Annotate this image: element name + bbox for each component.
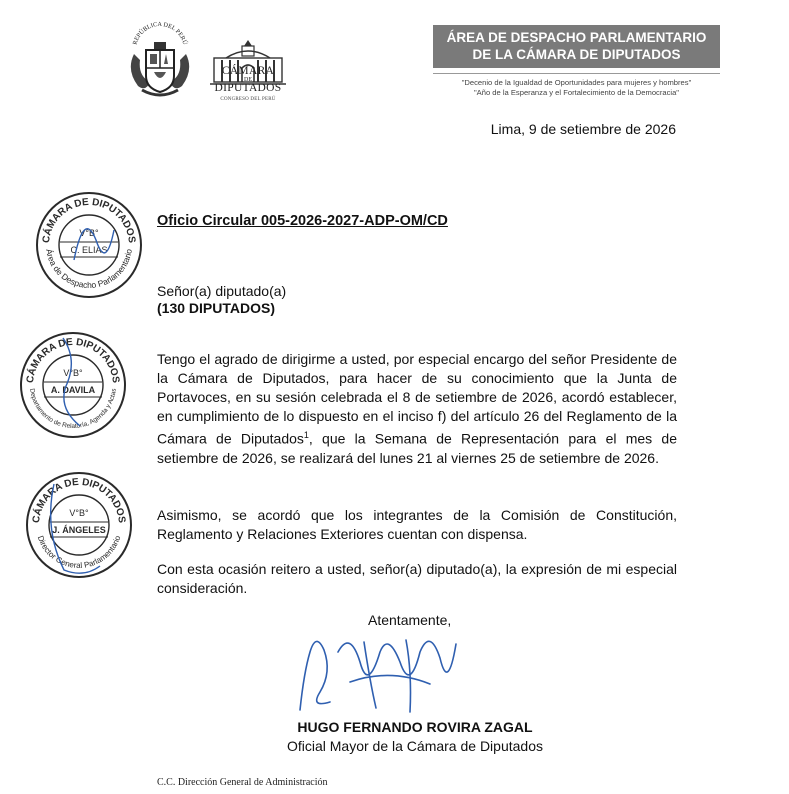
- handwritten-signature: [280, 622, 480, 722]
- header-divider: [433, 73, 720, 74]
- document-date: Lima, 9 de setiembre de 2026: [490, 121, 676, 137]
- congress-name-line1: CÁMARA: [221, 65, 275, 77]
- stamp-2-vobo: V°B°: [63, 368, 83, 378]
- peru-shield-logo: [128, 20, 192, 104]
- cc-note: C.C. Dirección General de Administración: [157, 777, 328, 788]
- stamp-2-top-text: CÁMARA DE DIPUTADOS: [24, 336, 122, 384]
- signer-role: Oficial Mayor de la Cámara de Diputados: [286, 738, 543, 754]
- footnote-marker: 1: [303, 430, 309, 440]
- stamp-1-top-text: CÁMARA DE DIPUTADOS: [40, 196, 138, 244]
- body-paragraph-3: Con esta ocasión reitero a usted, señor(a) diputado(a), la expresión de mi especial consideración.: [157, 561, 677, 596]
- signer-name: HUGO FERNANDO ROVIRA ZAGAL: [297, 719, 533, 735]
- area-title-box: [433, 25, 720, 68]
- decade-motto: [433, 78, 720, 98]
- paragraph-1-part-b: , que la Semana de Representación para el mes de setiembre de 2026, se realizará del lunes 21 al viernes 25 de setiembre de 2026.: [157, 430, 677, 466]
- stamp-2-name: A. DAVILA: [50, 385, 96, 395]
- decade-line2: "Año de la Esperanza y el Fortalecimiento de la Democracia": [473, 88, 680, 97]
- area-title-line2: DE LA CÁMARA DE DIPUTADOS: [472, 47, 681, 62]
- area-title-line1: ÁREA DE DESPACHO PARLAMENTARIO: [446, 30, 707, 45]
- recipient-line2: (130 DIPUTADOS): [157, 300, 275, 316]
- congress-name: [206, 66, 290, 105]
- stamp-3-top-text: CÁMARA DE DIPUTADOS: [30, 476, 128, 524]
- approval-stamp-angeles: [24, 470, 134, 580]
- decade-line1: "Decenio de la Igualdad de Oportunidades para mujeres y hombres": [461, 78, 692, 87]
- stamp-2-bottom-text: Departamento de Relatoría, Agenda y Actas: [28, 388, 118, 430]
- paragraph-1-part-a: Tengo el agrado de dirigirme a usted, por especial encargo del señor Presidente de la Cámara de Diputados, para hacer de su conocimiento que la Junta de Portavoces, en su sesión celebrada el 8 de setiembre de 2026, acordó establecer, en cumplimiento de lo dispuesto en el inciso f) del artículo 26 del Reglamento de la Cámara de Diputados: [157, 351, 677, 447]
- congress-name-line3: DIPUTADOS: [214, 82, 282, 94]
- stamp-1-bottom-text: Área de Despacho Parlamentario: [44, 248, 134, 291]
- recipient-line1: Señor(a) diputado(a): [157, 283, 287, 299]
- approval-stamp-davila: [18, 330, 128, 440]
- congress-subtitle: CONGRESO DEL PERÚ: [220, 97, 276, 102]
- stamp-3-bottom-text: Director General Parlamentario: [35, 534, 123, 571]
- shield-caption: REPÚBLICA DEL PERÚ: [131, 20, 189, 46]
- stamp-3-name: J. ÁNGELES: [52, 525, 106, 535]
- body-paragraph-2: Asimismo, se acordó que los integrantes de la Comisión de Constitución, Reglamento y Relaciones Exteriores cuentan con dispensa.: [157, 507, 677, 542]
- svg-text:Director General Parlamentario: [36, 534, 123, 570]
- stamp-1-vobo: V°B°: [79, 228, 99, 238]
- oficio-reference: Oficio Circular 005-2026-2027-ADP-OM/CD: [157, 213, 448, 229]
- body-paragraph-1: [157, 350, 677, 468]
- stamp-3-vobo: V°B°: [69, 508, 89, 518]
- stamp-1-name: C. ELIAS: [70, 245, 108, 255]
- recipient-block: [157, 283, 286, 317]
- closing-text: Atentamente,: [368, 612, 452, 628]
- approval-stamp-elias: [34, 190, 144, 300]
- congress-name-line2: DE: [244, 77, 252, 83]
